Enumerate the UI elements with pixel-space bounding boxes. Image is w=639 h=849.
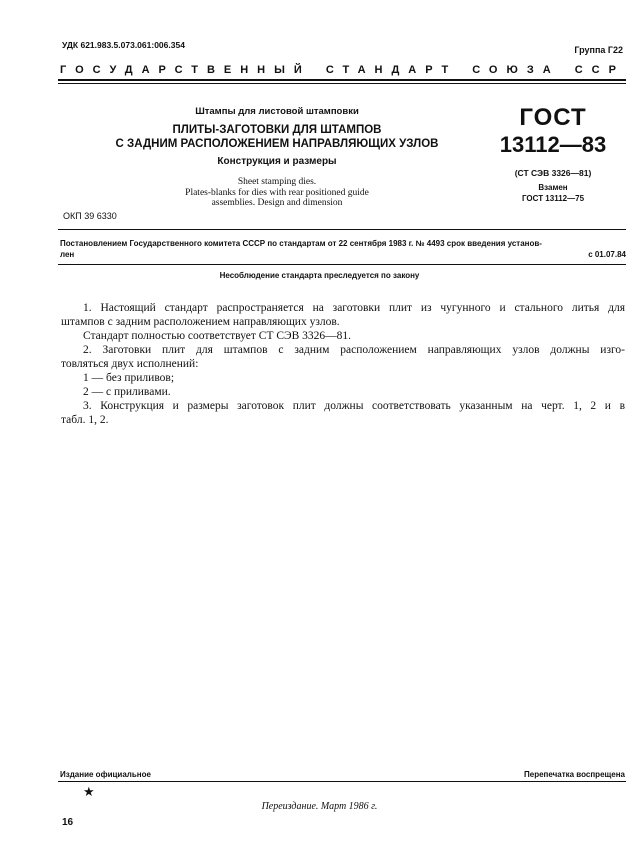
reprint-prohibited-label: Перепечатка воспрещена [524,770,625,779]
document-body [61,301,625,427]
penalty-notice: Несоблюдение стандарта преследуется по закону [219,271,420,280]
banner-rule-thin [58,83,626,84]
official-edition-label: Издание официальное [60,770,151,779]
star-icon: ★ [83,784,95,799]
replaced-label: Взамен [538,183,568,192]
english-title-line-1: Sheet stamping dies. [237,177,317,187]
decree-rule [58,264,626,265]
gost-label: ГОСТ [519,104,587,131]
banner-word-4: ССР [574,64,625,76]
title-line-4: Конструкция и размеры [217,156,337,167]
banner-word-3: СОЮЗА [472,64,560,76]
group-code: Группа Г22 [574,45,623,55]
list-item-1: 1 — без приливов; [83,372,175,384]
replaced-standard: ГОСТ 13112—75 [521,194,585,203]
banner-rule-thick [58,79,626,81]
decree-line-2: лен [60,250,75,259]
paragraph-1-line-1: 1. Настоящий стандарт распространяется на заготовки плит из чугунного и стального литья для [83,302,625,314]
decree-text [60,238,626,260]
english-title-line-2: Plates-blanks for dies with rear positioned guide [185,187,369,198]
okp-rule [58,229,626,230]
title-line-1: Штампы для листовой штамповки [195,106,359,117]
english-title-line-3: assemblies. Design and dimension [211,198,343,208]
list-item-2: 2 — с приливами. [83,386,171,398]
document-title-block [112,106,442,167]
paragraph-1-line-2: штампов с задним расположением направляющих узлов. [61,316,340,328]
page-number: 16 [62,817,74,828]
paragraph-2-line-2: товляться двух исполнений: [61,358,199,370]
reissue-note: Переиздание. Март 1986 г. [261,801,378,812]
gost-designation-block [488,105,618,203]
st-sev-reference: (СТ СЭВ 3326—81) [514,168,592,178]
udk-code: УДК 621.983.5.073.061:006.354 [62,40,185,50]
paragraph-3-line-2: табл. 1, 2. [61,414,109,426]
footer-rule [58,781,626,782]
title-line-3: С ЗАДНИМ РАСПОЛОЖЕНИЕМ НАПРАВЛЯЮЩИХ УЗЛОВ [115,138,439,150]
standard-banner [60,64,625,78]
okp-code: ОКП 39 6330 [63,211,117,221]
paragraph-3-line-1: 3. Конструкция и размеры заготовок плит должны соответствовать указанным на черт. 1, 2 и в [83,400,625,412]
banner-word-1: ГОСУДАРСТВЕННЫЙ [60,64,311,76]
paragraph-2-line-1: 2. Заготовки плит для штампов с задним расположением направляющих узлов должны изго- [83,344,625,356]
decree-line-1: Постановлением Государственного комитета СССР по стандартам от 22 сентября 1983 г. № 4493 срок введения установ- [60,239,542,248]
english-title [112,177,442,209]
banner-word-2: СТАНДАРТ [325,64,458,76]
title-line-2: ПЛИТЫ-ЗАГОТОВКИ ДЛЯ ШТАМПОВ [172,124,382,136]
decree-effective-date: с 01.07.84 [588,250,626,259]
paragraph-sev: Стандарт полностью соответствует СТ СЭВ 3326—81. [83,330,352,342]
gost-number: 13112—83 [499,132,607,157]
